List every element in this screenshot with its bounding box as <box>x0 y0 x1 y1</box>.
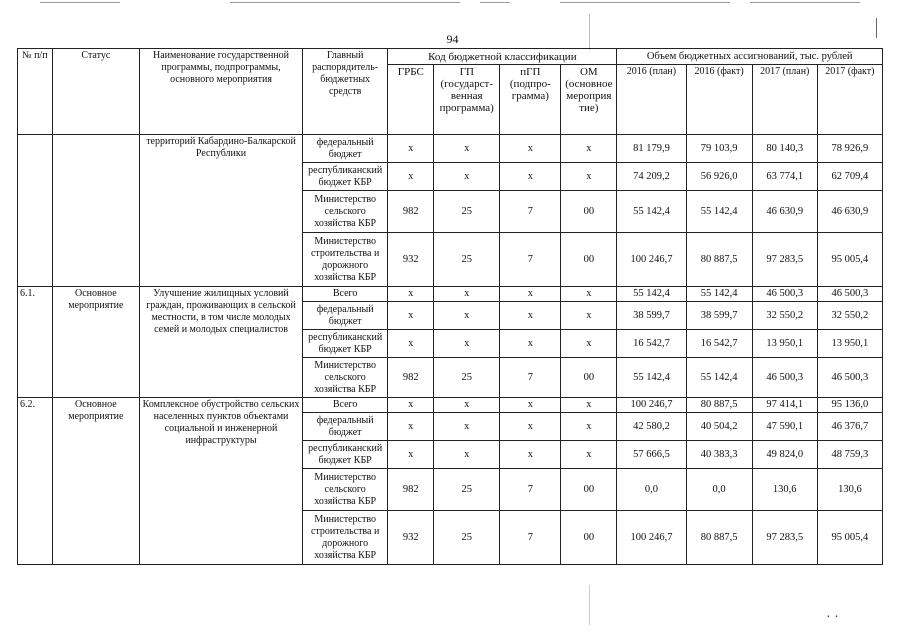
cell-2016-plan: 74 209,2 <box>617 163 686 191</box>
header-manager: Главный распорядитель-бюджетных средств <box>302 49 387 135</box>
scan-artifact-top-line <box>480 2 510 3</box>
cell-grbs: х <box>388 302 434 330</box>
cell-2016-plan: 81 179,9 <box>617 135 686 163</box>
cell-gp: 25 <box>434 511 500 565</box>
header-2017-fact: 2017 (факт) <box>817 65 882 135</box>
cell-2017-fact: 62 709,4 <box>817 163 882 191</box>
cell-2016-fact: 40 504,2 <box>686 413 752 441</box>
header-2017-plan: 2017 (план) <box>752 65 817 135</box>
cell-grbs: х <box>388 413 434 441</box>
cell-2017-plan: 49 824,0 <box>752 441 817 469</box>
row-source: Всего <box>302 398 387 413</box>
header-name: Наименование государственной программы, подпрограммы, основного мероприятия <box>140 49 303 135</box>
cell-2016-fact: 55 142,4 <box>686 287 752 302</box>
cell-pgp: х <box>500 398 561 413</box>
cell-2016-fact: 0,0 <box>686 469 752 511</box>
header-budget-code-group: Код бюджетной классификации <box>388 49 617 65</box>
cell-2017-plan: 46 500,3 <box>752 358 817 398</box>
cell-pgp: х <box>500 135 561 163</box>
cell-2017-plan: 46 500,3 <box>752 287 817 302</box>
row-source: Министерство сельского хозяйства КБР <box>302 469 387 511</box>
cell-2016-plan: 100 246,7 <box>617 511 686 565</box>
cell-2016-fact: 55 142,4 <box>686 358 752 398</box>
row-num: 6.1. <box>18 287 53 398</box>
header-pgp: пГП (подпро-грамма) <box>500 65 561 135</box>
header-status: Статус <box>52 49 140 135</box>
cell-grbs: х <box>388 441 434 469</box>
header-2016-plan: 2016 (план) <box>617 65 686 135</box>
scan-artifact-dots: · · <box>826 610 839 625</box>
scan-artifact-vertical-line <box>589 585 590 625</box>
budget-table <box>17 48 883 565</box>
cell-2017-fact: 130,6 <box>817 469 882 511</box>
row-name: Улучшение жилищных условий граждан, проживающих в сельской местности, в том числе молодых семей и молодых специалистов <box>140 287 303 398</box>
header-om: ОМ (основное мероприя тие) <box>561 65 617 135</box>
cell-2017-fact: 48 759,3 <box>817 441 882 469</box>
scan-artifact-top-line <box>230 2 460 3</box>
cell-2016-plan: 38 599,7 <box>617 302 686 330</box>
cell-2016-fact: 40 383,3 <box>686 441 752 469</box>
row-source: Министерство строительства и дорожного хозяйства КБР <box>302 511 387 565</box>
row-source: республиканский бюджет КБР <box>302 163 387 191</box>
cell-om: х <box>561 441 617 469</box>
cell-grbs: 982 <box>388 469 434 511</box>
row-name: территорий Кабардино-Балкарской Республики <box>140 135 303 287</box>
cell-gp: 25 <box>434 469 500 511</box>
cell-2017-plan: 13 950,1 <box>752 330 817 358</box>
cell-2017-fact: 32 550,2 <box>817 302 882 330</box>
scan-artifact-top-line <box>750 2 860 3</box>
cell-pgp: х <box>500 330 561 358</box>
page-number: 94 <box>446 32 459 46</box>
cell-2016-fact: 16 542,7 <box>686 330 752 358</box>
cell-gp: х <box>434 163 500 191</box>
header-row-1 <box>18 49 883 65</box>
cell-grbs: х <box>388 135 434 163</box>
cell-gp: х <box>434 413 500 441</box>
cell-grbs: х <box>388 330 434 358</box>
cell-pgp: х <box>500 163 561 191</box>
cell-2016-plan: 0,0 <box>617 469 686 511</box>
cell-2017-fact: 13 950,1 <box>817 330 882 358</box>
cell-om: 00 <box>561 233 617 287</box>
cell-2017-plan: 80 140,3 <box>752 135 817 163</box>
cell-om: х <box>561 398 617 413</box>
cell-2016-fact: 80 887,5 <box>686 398 752 413</box>
cell-2016-plan: 42 580,2 <box>617 413 686 441</box>
table-row <box>18 398 883 413</box>
header-gp: ГП (государст-венная программа) <box>434 65 500 135</box>
cell-pgp: х <box>500 287 561 302</box>
cell-om: х <box>561 330 617 358</box>
row-source: федеральный бюджет <box>302 413 387 441</box>
cell-pgp: х <box>500 441 561 469</box>
cell-2016-plan: 16 542,7 <box>617 330 686 358</box>
cell-2016-fact: 55 142,4 <box>686 191 752 233</box>
cell-pgp: 7 <box>500 511 561 565</box>
cell-2016-plan: 100 246,7 <box>617 398 686 413</box>
row-source: Министерство сельского хозяйства КБР <box>302 191 387 233</box>
cell-2017-fact: 46 500,3 <box>817 358 882 398</box>
cell-grbs: х <box>388 398 434 413</box>
cell-2016-fact: 80 887,5 <box>686 233 752 287</box>
cell-pgp: 7 <box>500 358 561 398</box>
cell-2016-fact: 38 599,7 <box>686 302 752 330</box>
cell-om: х <box>561 287 617 302</box>
row-source: федеральный бюджет <box>302 302 387 330</box>
cell-gp: х <box>434 287 500 302</box>
cell-2016-fact: 56 926,0 <box>686 163 752 191</box>
cell-2016-fact: 80 887,5 <box>686 511 752 565</box>
cell-om: 00 <box>561 511 617 565</box>
header-num: № п/п <box>18 49 53 135</box>
cell-2016-plan: 100 246,7 <box>617 233 686 287</box>
cell-om: х <box>561 163 617 191</box>
cell-2017-fact: 46 500,3 <box>817 287 882 302</box>
cell-gp: х <box>434 302 500 330</box>
cell-2017-fact: 95 005,4 <box>817 511 882 565</box>
cell-gp: х <box>434 441 500 469</box>
cell-gp: 25 <box>434 358 500 398</box>
cell-gp: 25 <box>434 233 500 287</box>
row-source: Всего <box>302 287 387 302</box>
cell-pgp: х <box>500 302 561 330</box>
cell-grbs: 982 <box>388 358 434 398</box>
row-source: республиканский бюджет КБР <box>302 330 387 358</box>
cell-pgp: х <box>500 413 561 441</box>
cell-2017-plan: 32 550,2 <box>752 302 817 330</box>
cell-2016-plan: 55 142,4 <box>617 287 686 302</box>
cell-2017-fact: 78 926,9 <box>817 135 882 163</box>
scan-artifact-top-line <box>560 2 730 3</box>
row-status: Основное мероприятие <box>52 398 140 565</box>
cell-om: х <box>561 302 617 330</box>
cell-grbs: 982 <box>388 191 434 233</box>
cell-2017-plan: 47 590,1 <box>752 413 817 441</box>
cell-om: х <box>561 135 617 163</box>
cell-pgp: 7 <box>500 191 561 233</box>
cell-2017-fact: 95 136,0 <box>817 398 882 413</box>
cell-om: 00 <box>561 191 617 233</box>
cell-2017-fact: 46 630,9 <box>817 191 882 233</box>
cell-2017-plan: 46 630,9 <box>752 191 817 233</box>
cell-2016-plan: 55 142,4 <box>617 358 686 398</box>
cell-pgp: 7 <box>500 233 561 287</box>
cell-2017-plan: 97 283,5 <box>752 233 817 287</box>
cell-2017-fact: 95 005,4 <box>817 233 882 287</box>
cell-om: 00 <box>561 358 617 398</box>
row-source: республиканский бюджет КБР <box>302 441 387 469</box>
row-source: Министерство строительства и дорожного хозяйства КБР <box>302 233 387 287</box>
cell-grbs: 932 <box>388 511 434 565</box>
row-name: Комплексное обустройство сельских населенных пунктов объектами социальной и инженерной инфраструктуры <box>140 398 303 565</box>
cell-grbs: 932 <box>388 233 434 287</box>
scan-artifact-top-line <box>40 2 120 3</box>
cell-2017-plan: 97 283,5 <box>752 511 817 565</box>
cell-2017-fact: 46 376,7 <box>817 413 882 441</box>
row-source: Министерство сельского хозяйства КБР <box>302 358 387 398</box>
cell-gp: х <box>434 135 500 163</box>
cell-gp: х <box>434 330 500 358</box>
cell-2016-plan: 57 666,5 <box>617 441 686 469</box>
cell-2017-plan: 97 414,1 <box>752 398 817 413</box>
cell-gp: х <box>434 398 500 413</box>
table-row <box>18 287 883 302</box>
header-funding-group: Объем бюджетных ассигнований, тыс. рублей <box>617 49 883 65</box>
cell-2016-fact: 79 103,9 <box>686 135 752 163</box>
cell-grbs: х <box>388 287 434 302</box>
cell-om: 00 <box>561 469 617 511</box>
row-status <box>52 135 140 287</box>
row-source: федеральный бюджет <box>302 135 387 163</box>
cell-grbs: х <box>388 163 434 191</box>
cell-2016-plan: 55 142,4 <box>617 191 686 233</box>
table-row <box>18 135 883 163</box>
row-num: 6.2. <box>18 398 53 565</box>
header-2016-fact: 2016 (факт) <box>686 65 752 135</box>
header-grbs: ГРБС <box>388 65 434 135</box>
cell-2017-plan: 130,6 <box>752 469 817 511</box>
row-num <box>18 135 53 287</box>
cell-2017-plan: 63 774,1 <box>752 163 817 191</box>
cell-om: х <box>561 413 617 441</box>
cell-gp: 25 <box>434 191 500 233</box>
row-status: Основное мероприятие <box>52 287 140 398</box>
cell-pgp: 7 <box>500 469 561 511</box>
